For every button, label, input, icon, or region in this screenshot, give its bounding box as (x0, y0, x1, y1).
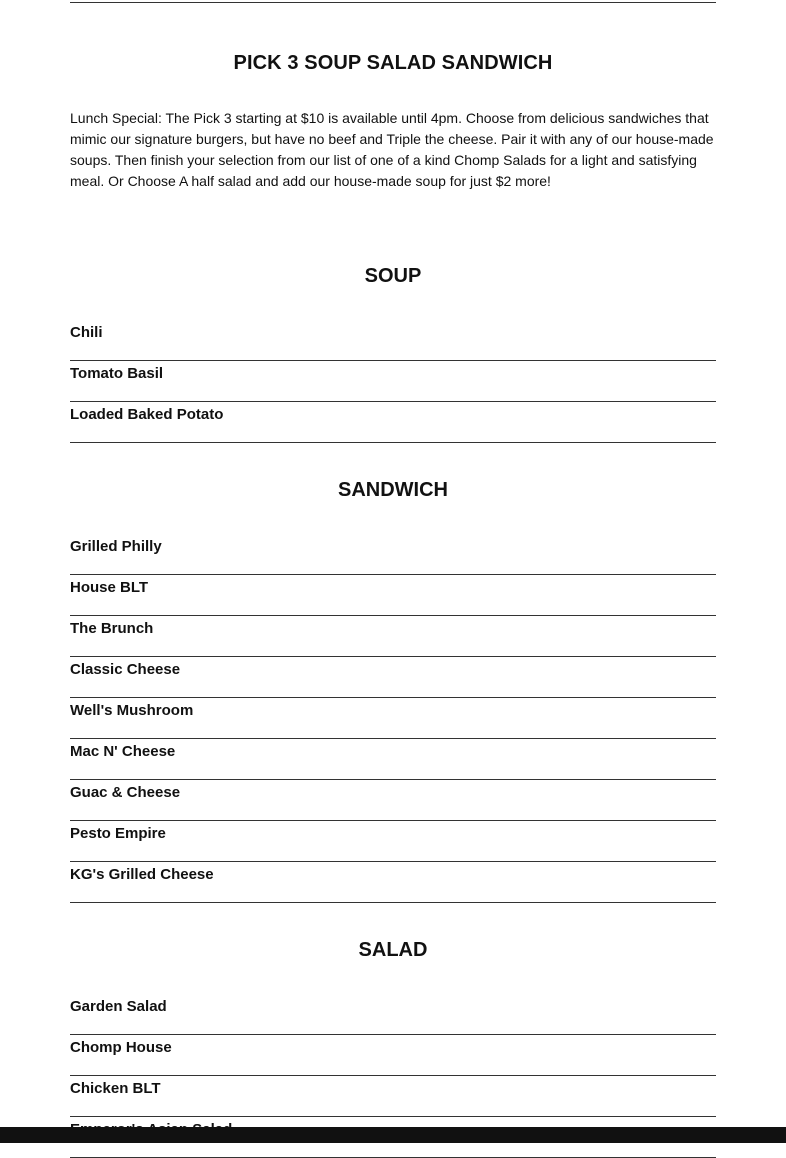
sandwich-list (70, 534, 716, 903)
menu-item-label[interactable]: Grilled Philly (70, 538, 162, 555)
menu-item[interactable] (70, 1035, 716, 1076)
menu-item-label[interactable]: Well's Mushroom (70, 702, 194, 719)
menu-item-label[interactable]: Pesto Empire (70, 825, 166, 842)
menu-item-label[interactable]: Tomato Basil (70, 365, 164, 382)
intro-paragraph: Lunch Special: The Pick 3 starting at $10 is available until 4pm. Choose from delicious sandwiches that mimic our signature burgers, but have no beef and Triple the cheese. Pair it with any of our house-made soups. Then finish your selection from our list of one of a kind Chomp Salads for a light and satisfying meal. Or Choose A half salad and add our house-made soup for just $2 more! (70, 110, 714, 189)
menu-item-label[interactable]: The Brunch (70, 620, 154, 637)
menu-item[interactable] (70, 616, 716, 657)
menu-item[interactable] (70, 361, 716, 402)
menu-item[interactable] (70, 657, 716, 698)
menu-item[interactable] (70, 994, 716, 1035)
page-title: PICK 3 SOUP SALAD SANDWICH (233, 52, 553, 74)
top-divider (70, 2, 716, 3)
menu-item-label[interactable]: Garden Salad (70, 998, 167, 1015)
menu-item-label[interactable]: Loaded Baked Potato (70, 406, 224, 423)
menu-item-label[interactable]: Mac N' Cheese (70, 743, 176, 760)
section-title-sandwich: SANDWICH (338, 479, 448, 501)
menu-item-label[interactable]: Chomp House (70, 1039, 172, 1056)
section-title-salad: SALAD (358, 939, 428, 961)
menu-item-label[interactable]: KG's Grilled Cheese (70, 866, 214, 883)
bottom-bar (0, 1127, 786, 1143)
menu-item[interactable] (70, 862, 716, 903)
menu-item[interactable] (70, 1076, 716, 1117)
menu-item-label[interactable]: House BLT (70, 579, 149, 596)
menu-item[interactable] (70, 534, 716, 575)
menu-item[interactable] (70, 698, 716, 739)
soup-list (70, 320, 716, 443)
section-title-soup: SOUP (364, 265, 422, 287)
menu-item-label[interactable]: Chili (70, 324, 103, 341)
menu-item[interactable] (70, 402, 716, 443)
menu-item-label[interactable]: Guac & Cheese (70, 784, 181, 801)
menu-item-label[interactable]: Chicken BLT (70, 1080, 161, 1097)
menu-item[interactable] (70, 575, 716, 616)
menu-item[interactable] (70, 780, 716, 821)
menu-item[interactable] (70, 320, 716, 361)
menu-item[interactable] (70, 821, 716, 862)
menu-item-label[interactable]: Classic Cheese (70, 661, 181, 678)
menu-item[interactable] (70, 739, 716, 780)
